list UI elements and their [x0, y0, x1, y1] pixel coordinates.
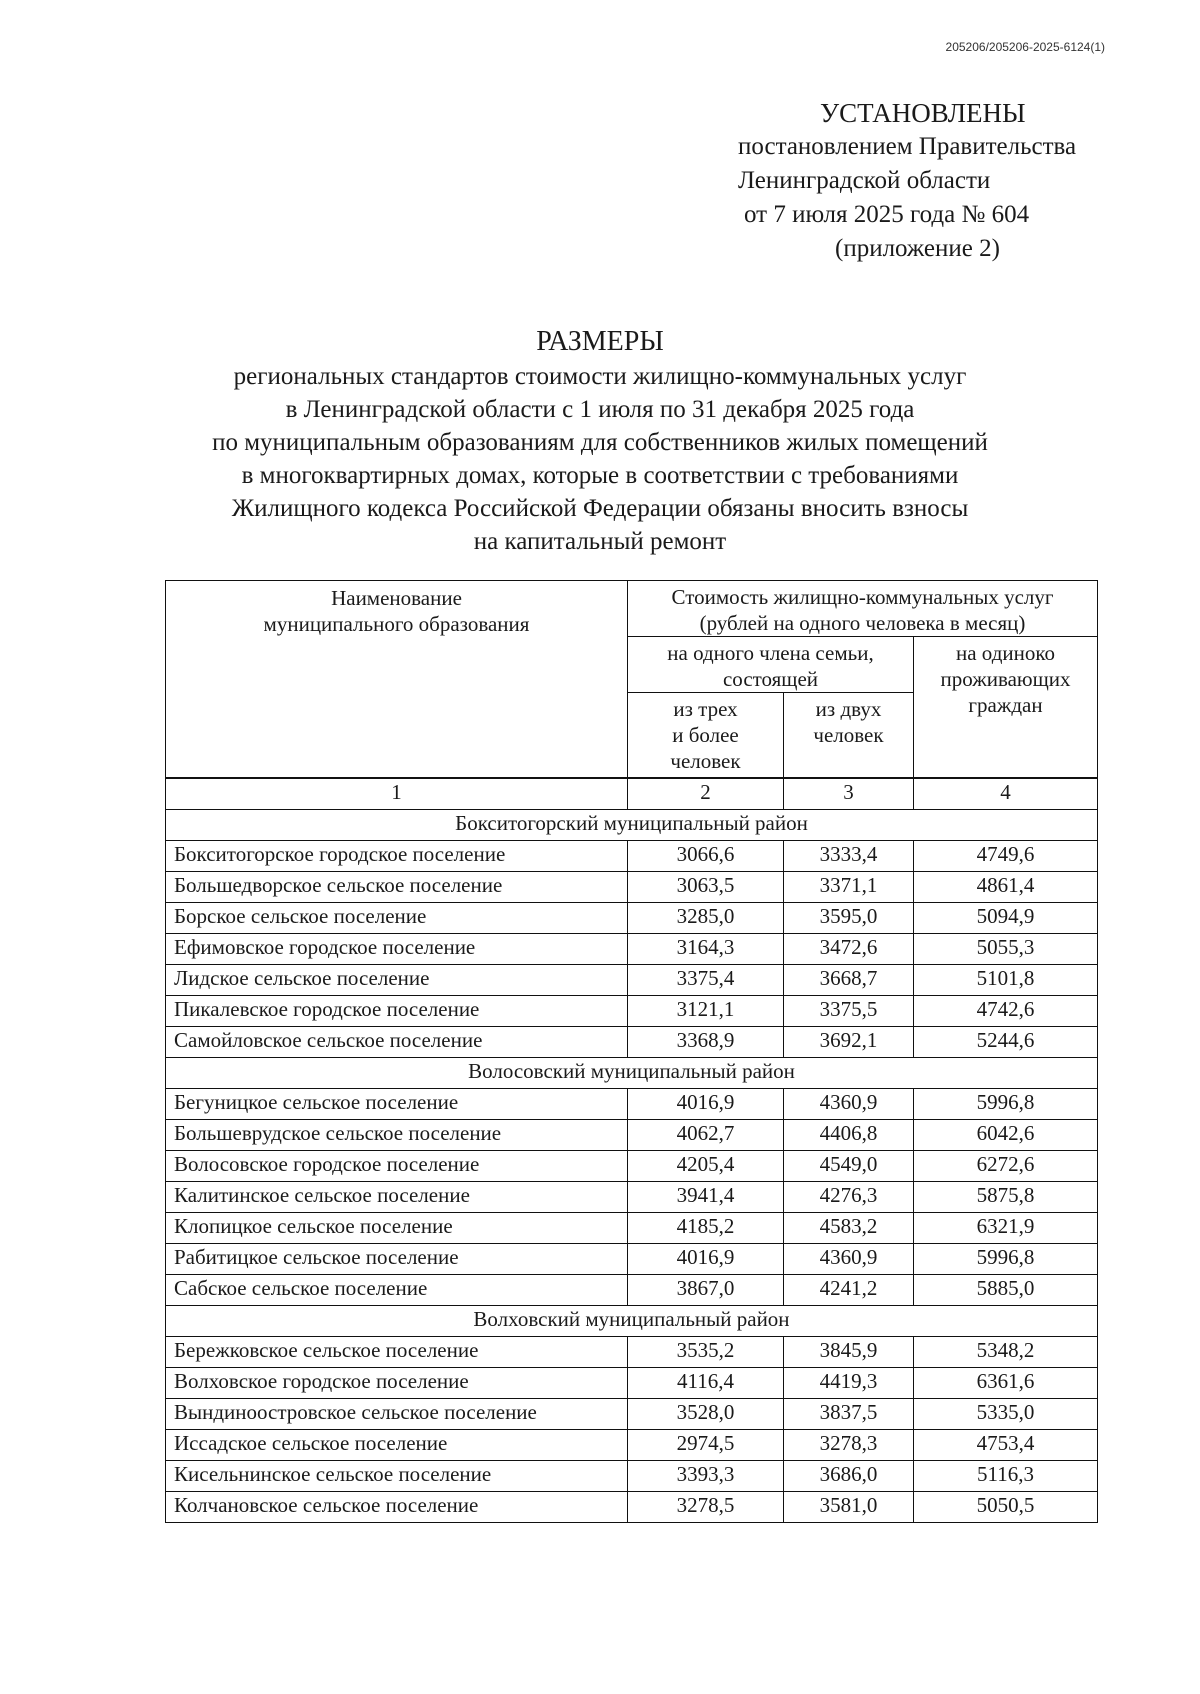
- cost-single: 5116,3: [914, 1461, 1098, 1492]
- municipality-name: Бокситогорское городское поселение: [166, 841, 628, 872]
- header-text: граждан: [968, 693, 1043, 717]
- table-row: [166, 1089, 1098, 1120]
- standards-table: [165, 580, 1098, 1523]
- cost-two: 3845,9: [784, 1337, 914, 1368]
- municipality-name: Клопицкое сельское поселение: [166, 1213, 628, 1244]
- table-row: [166, 1151, 1098, 1182]
- table-row: [166, 1492, 1098, 1523]
- cost-two: 4360,9: [784, 1244, 914, 1275]
- cost-three-plus: 3063,5: [628, 872, 784, 903]
- table-row: [166, 841, 1098, 872]
- header-single-cell: [914, 637, 1098, 778]
- cost-single: 5885,0: [914, 1275, 1098, 1306]
- header-text: из трех: [673, 697, 738, 721]
- header-text: Наименование: [331, 586, 462, 610]
- cost-single: 5875,8: [914, 1182, 1098, 1213]
- heading-line: региональных стандартов стоимости жилищно-коммунальных услуг: [233, 363, 967, 390]
- header-text: состоящей: [722, 667, 819, 691]
- header-text: на одного члена семьи,: [667, 641, 874, 665]
- municipality-name: Вындиноостровское сельское поселение: [166, 1399, 628, 1430]
- cost-two: 4276,3: [784, 1182, 914, 1213]
- table-row: [166, 1337, 1098, 1368]
- district-row: [166, 810, 1098, 841]
- cost-three-plus: 3066,6: [628, 841, 784, 872]
- municipality-name: Большедворское сельское поселение: [166, 872, 628, 903]
- heading-line: Жилищного кодекса Российской Федерации обязаны вносить взносы: [231, 495, 969, 522]
- cost-two: 3595,0: [784, 903, 914, 934]
- cost-single: 5101,8: [914, 965, 1098, 996]
- municipality-name: Самойловское сельское поселение: [166, 1027, 628, 1058]
- cost-three-plus: 2974,5: [628, 1430, 784, 1461]
- cost-three-plus: 3285,0: [628, 903, 784, 934]
- header-text: и более: [672, 723, 739, 747]
- header-text: на одиноко: [955, 641, 1055, 665]
- header-text: Стоимость жилищно-коммунальных услуг: [671, 585, 1054, 609]
- cost-two: 3692,1: [784, 1027, 914, 1058]
- district-name: Волосовский муниципальный район: [166, 1058, 1098, 1089]
- municipality-name: Борское сельское поселение: [166, 903, 628, 934]
- cost-two: 3581,0: [784, 1492, 914, 1523]
- table-row: [166, 965, 1098, 996]
- table-row: [166, 1275, 1098, 1306]
- municipality-name: Ефимовское городское поселение: [166, 934, 628, 965]
- cost-two: 4583,2: [784, 1213, 914, 1244]
- municipality-name: Пикалевское городское поселение: [166, 996, 628, 1027]
- cost-single: 4861,4: [914, 872, 1098, 903]
- header-text: человек: [813, 723, 884, 747]
- cost-single: 5996,8: [914, 1244, 1098, 1275]
- cost-single: 4749,6: [914, 841, 1098, 872]
- cost-two: 4241,2: [784, 1275, 914, 1306]
- cost-three-plus: 3368,9: [628, 1027, 784, 1058]
- cost-three-plus: 3164,3: [628, 934, 784, 965]
- cost-three-plus: 3867,0: [628, 1275, 784, 1306]
- table-row: [166, 1399, 1098, 1430]
- table-row: [166, 872, 1098, 903]
- table-row: [166, 934, 1098, 965]
- cost-three-plus: 3121,1: [628, 996, 784, 1027]
- table-row: [166, 1461, 1098, 1492]
- header-cost-cell: [628, 581, 1098, 637]
- cost-three-plus: 3528,0: [628, 1399, 784, 1430]
- cost-single: 5055,3: [914, 934, 1098, 965]
- cost-three-plus: 3278,5: [628, 1492, 784, 1523]
- cost-two: 3837,5: [784, 1399, 914, 1430]
- table-row: [166, 1244, 1098, 1275]
- document-title: РАЗМЕРЫ: [536, 326, 664, 357]
- header-text: муниципального образования: [263, 612, 530, 636]
- cost-three-plus: 4062,7: [628, 1120, 784, 1151]
- table-row: [166, 1430, 1098, 1461]
- table-row: [166, 996, 1098, 1027]
- table-row: [166, 1213, 1098, 1244]
- municipality-name: Рабитицкое сельское поселение: [166, 1244, 628, 1275]
- column-number: 4: [914, 779, 1098, 810]
- cost-three-plus: 4116,4: [628, 1368, 784, 1399]
- header-text: из двух: [815, 697, 882, 721]
- header-text: (рублей на одного человека в месяц): [699, 611, 1026, 635]
- cost-two: 3686,0: [784, 1461, 914, 1492]
- cost-single: 5050,5: [914, 1492, 1098, 1523]
- table-row: [166, 1368, 1098, 1399]
- cost-single: 6361,6: [914, 1368, 1098, 1399]
- cost-single: 5348,2: [914, 1337, 1098, 1368]
- municipality-name: Иссадское сельское поселение: [166, 1430, 628, 1461]
- table-row: [166, 903, 1098, 934]
- district-row: [166, 1058, 1098, 1089]
- municipality-name: Бережковское сельское поселение: [166, 1337, 628, 1368]
- cost-two: 4406,8: [784, 1120, 914, 1151]
- municipality-name: Волосовское городское поселение: [166, 1151, 628, 1182]
- column-number: 2: [628, 779, 784, 810]
- cost-single: 5335,0: [914, 1399, 1098, 1430]
- heading-line: по муниципальным образованиям для собственников жилых помещений: [212, 429, 988, 456]
- cost-single: 6321,9: [914, 1213, 1098, 1244]
- cost-single: 6042,6: [914, 1120, 1098, 1151]
- approval-block: [738, 96, 1076, 266]
- municipality-name: Волховское городское поселение: [166, 1368, 628, 1399]
- cost-single: 4753,4: [914, 1430, 1098, 1461]
- document-id: 205206/205206-2025-6124(1): [945, 40, 1105, 54]
- cost-single: 5244,6: [914, 1027, 1098, 1058]
- header-text: проживающих: [940, 667, 1071, 691]
- cost-two: 3375,5: [784, 996, 914, 1027]
- municipality-name: Кисельнинское сельское поселение: [166, 1461, 628, 1492]
- header-two-cell: [784, 693, 914, 778]
- cost-three-plus: 3535,2: [628, 1337, 784, 1368]
- header-name-cell: [166, 581, 628, 778]
- cost-three-plus: 4016,9: [628, 1244, 784, 1275]
- header-family-cell: [628, 637, 914, 693]
- cost-two: 3278,3: [784, 1430, 914, 1461]
- district-name: Волховский муниципальный район: [166, 1306, 1098, 1337]
- cost-three-plus: 3375,4: [628, 965, 784, 996]
- table-row: [166, 1027, 1098, 1058]
- approval-title: УСТАНОВЛЕНЫ: [820, 98, 1026, 128]
- cost-single: 5094,9: [914, 903, 1098, 934]
- approval-line: постановлением Правительства: [738, 133, 1077, 160]
- district-row: [166, 1306, 1098, 1337]
- cost-two: 3333,4: [784, 841, 914, 872]
- cost-single: 5996,8: [914, 1089, 1098, 1120]
- cost-three-plus: 3393,3: [628, 1461, 784, 1492]
- cost-two: 4549,0: [784, 1151, 914, 1182]
- cost-two: 3472,6: [784, 934, 914, 965]
- cost-three-plus: 3941,4: [628, 1182, 784, 1213]
- column-number-row: [166, 779, 1098, 810]
- column-number: 3: [784, 779, 914, 810]
- cost-single: 4742,6: [914, 996, 1098, 1027]
- header-text: человек: [670, 749, 741, 773]
- cost-three-plus: 4185,2: [628, 1213, 784, 1244]
- cost-two: 4360,9: [784, 1089, 914, 1120]
- table-row: [166, 1182, 1098, 1213]
- header-three-cell: [628, 693, 784, 778]
- municipality-name: Лидское сельское поселение: [166, 965, 628, 996]
- heading-line: на капитальный ремонт: [473, 528, 727, 555]
- cost-three-plus: 4205,4: [628, 1151, 784, 1182]
- table-row: [166, 1120, 1098, 1151]
- municipality-name: Большеврудское сельское поселение: [166, 1120, 628, 1151]
- cost-two: 3668,7: [784, 965, 914, 996]
- municipality-name: Сабское сельское поселение: [166, 1275, 628, 1306]
- municipality-name: Бегуницкое сельское поселение: [166, 1089, 628, 1120]
- heading-line: в многоквартирных домах, которые в соответствии с требованиями: [241, 462, 959, 489]
- approval-line: от 7 июля 2025 года № 604: [744, 201, 1030, 228]
- cost-single: 6272,6: [914, 1151, 1098, 1182]
- municipality-name: Колчановское сельское поселение: [166, 1492, 628, 1523]
- approval-line: Ленинградской области: [738, 167, 991, 194]
- approval-line: (приложение 2): [835, 235, 1000, 262]
- cost-three-plus: 4016,9: [628, 1089, 784, 1120]
- cost-two: 3371,1: [784, 872, 914, 903]
- municipality-name: Калитинское сельское поселение: [166, 1182, 628, 1213]
- district-name: Бокситогорский муниципальный район: [166, 810, 1098, 841]
- cost-two: 4419,3: [784, 1368, 914, 1399]
- heading-line: в Ленинградской области с 1 июля по 31 декабря 2025 года: [285, 396, 915, 423]
- document-heading: [100, 324, 1100, 558]
- column-number: 1: [166, 779, 628, 810]
